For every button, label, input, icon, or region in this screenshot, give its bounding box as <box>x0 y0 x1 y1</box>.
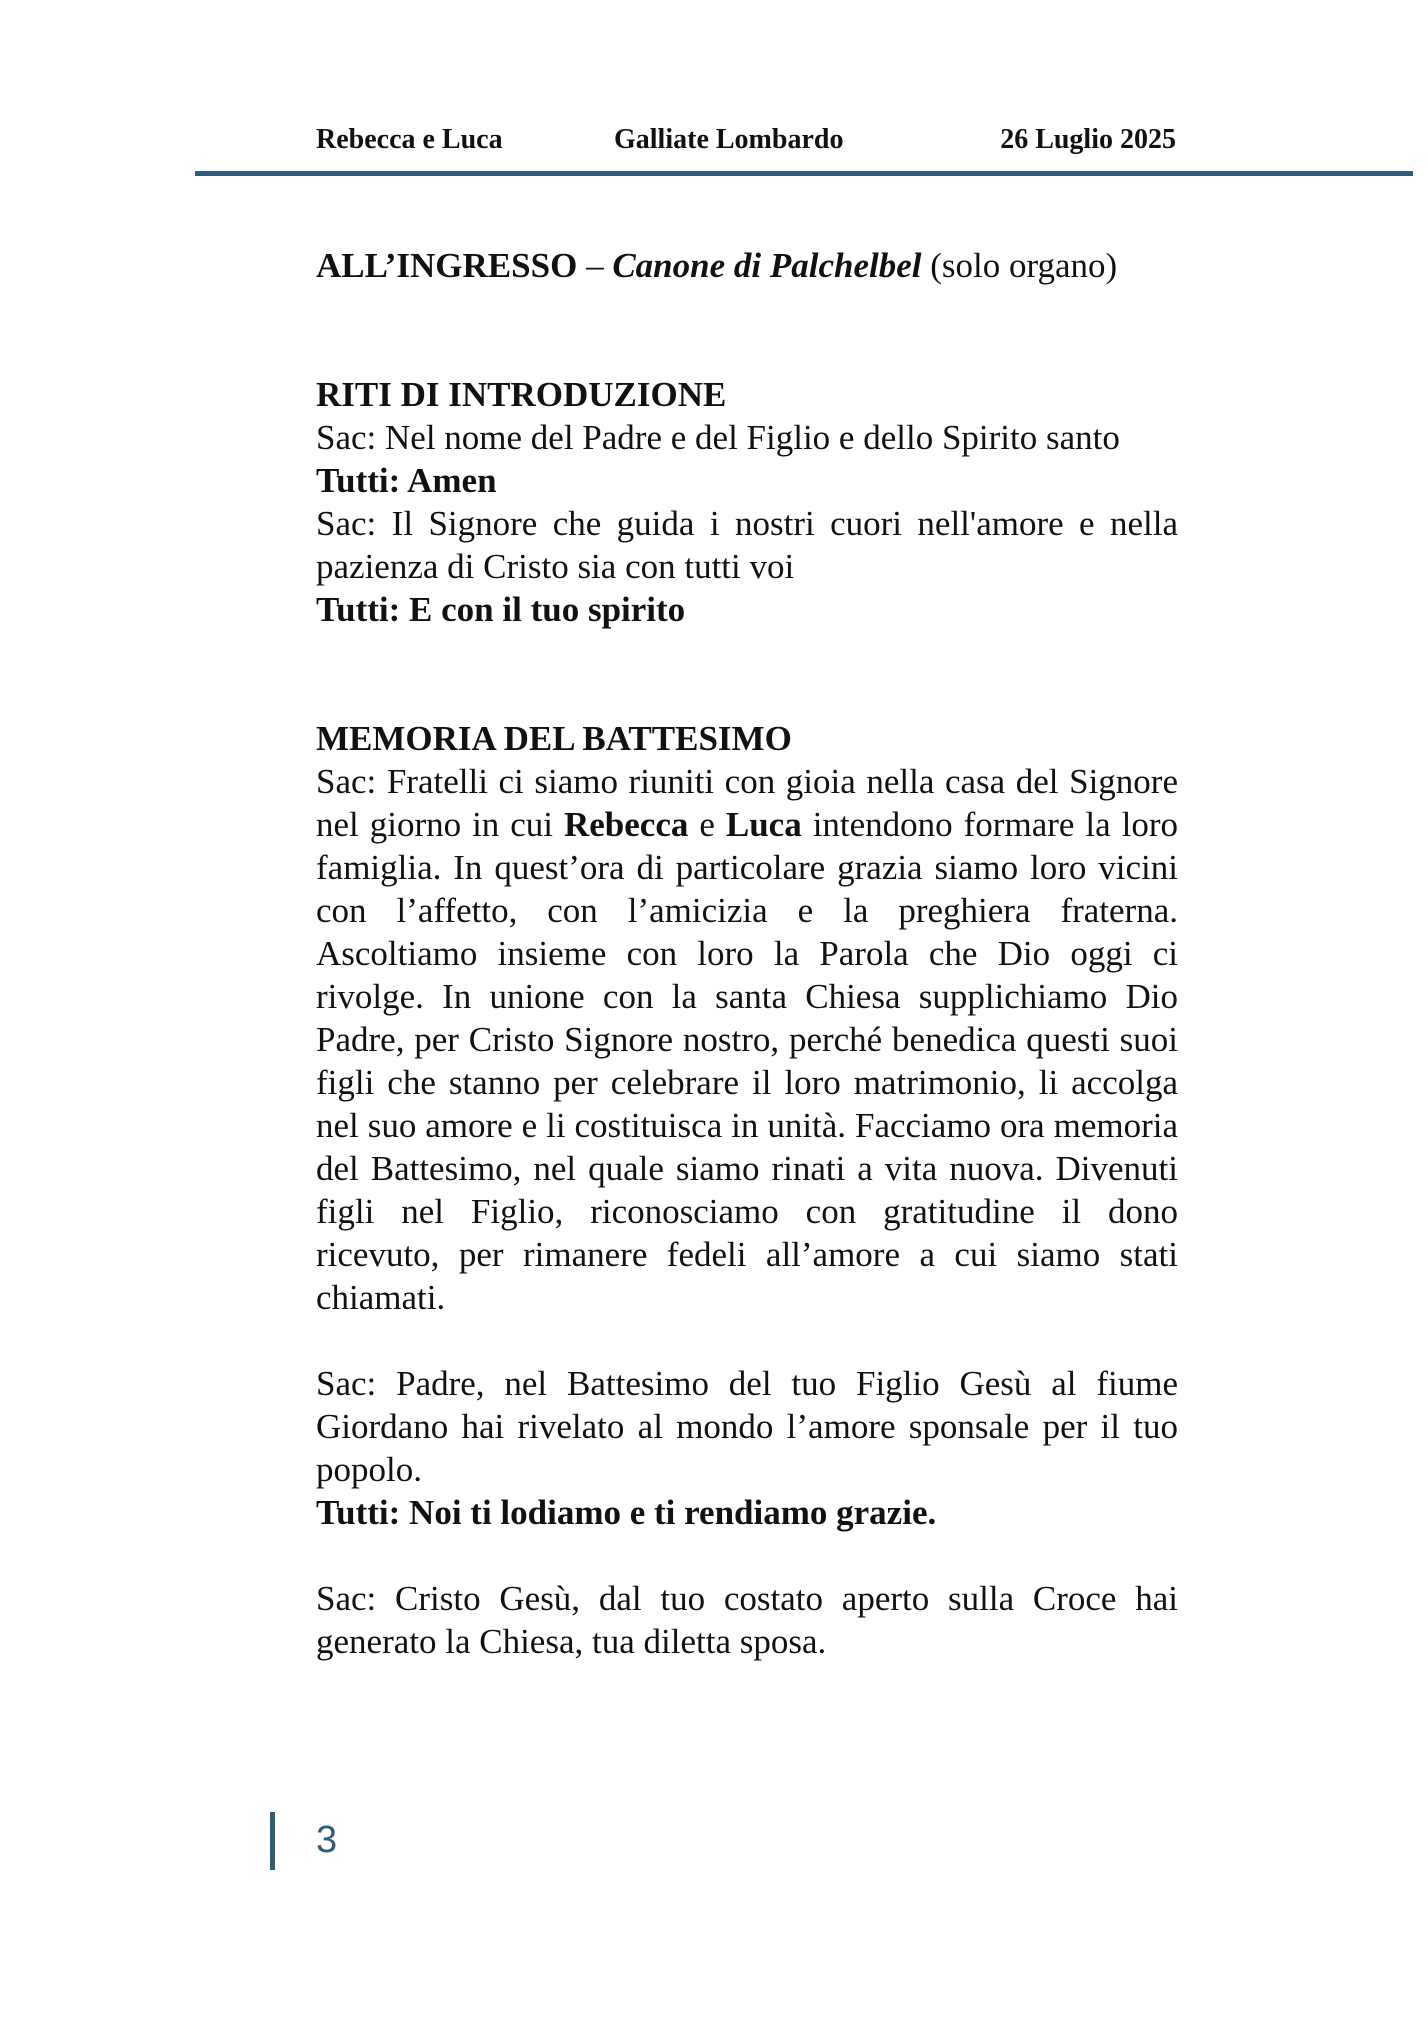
header-divider <box>195 171 1413 176</box>
memoria-tutti: Tutti: Noi ti lodiamo e ti rendiamo grazie. <box>316 1493 937 1532</box>
ingresso-piece: Canone di Palchelbel <box>612 246 922 285</box>
header-couple-names: Rebecca e Luca <box>316 124 503 155</box>
riti-tutti-1: Tutti: Amen <box>316 461 497 500</box>
memoria-name-luca: Luca <box>725 805 802 844</box>
ingresso-note: (solo organo) <box>921 246 1118 285</box>
section-memoria <box>316 717 1178 1663</box>
ingresso-line <box>316 244 1178 287</box>
page-number-bar <box>270 1812 275 1870</box>
memoria-paragraph-3: Sac: Cristo Gesù, dal tuo costato aperto sulla Croce hai generato la Chiesa, tua diletta sposa. <box>316 1579 1178 1661</box>
memoria-paragraph-2: Sac: Padre, nel Battesimo del tuo Figlio Gesù al fiume Giordano hai rivelato al mondo l’amore sponsale per il tuo popolo. <box>316 1364 1178 1489</box>
ingresso-label: ALL’INGRESSO <box>316 246 578 285</box>
memoria-name-rebecca: Rebecca <box>564 805 689 844</box>
riti-sac-2: Sac: Il Signore che guida i nostri cuori nell'amore e nella pazienza di Cristo sia con tutti voi <box>316 504 1178 586</box>
header-place: Galliate Lombardo <box>614 124 844 155</box>
ingresso-dash: – <box>577 246 613 285</box>
riti-sac-1: Sac: Nel nome del Padre e del Figlio e dello Spirito santo <box>316 418 1120 457</box>
riti-title: RITI DI INTRODUZIONE <box>316 375 727 414</box>
memoria-paragraph-1 <box>316 760 1178 1319</box>
page-content <box>316 244 1178 1663</box>
memoria-title: MEMORIA DEL BATTESIMO <box>316 719 792 758</box>
page-number: 3 <box>316 1819 338 1861</box>
section-riti <box>316 373 1178 631</box>
page-header <box>316 124 1176 164</box>
memoria-p1-text-a: Sac: Fratelli ci siamo riuniti con gioia nella casa del Signore nel giorno in cui <box>316 762 1178 844</box>
spacer <box>316 1319 1178 1362</box>
memoria-p1-text-b: e <box>688 805 726 844</box>
spacer <box>316 1534 1178 1577</box>
header-date: 26 Luglio 2025 <box>1000 124 1176 155</box>
memoria-p1-text-c: intendono formare la loro famiglia. In quest’ora di particolare grazia siamo loro vicini con l’affetto, con l’amicizia e la preghiera fraterna. Ascoltiamo insieme con loro la Parola che Dio oggi ci rivolge. In unione con la santa Chiesa supplichiamo Dio Padre, per Cristo Signore nostro, perché benedica questi suoi figli che stanno per celebrare il loro matrimonio, li accolga nel suo amore e li costituisca in unità. Facciamo ora memoria del Battesimo, nel quale siamo rinati a vita nuova. Divenuti figli nel Figlio, riconosciamo con gratitudine il dono ricevuto, per rimanere fedeli all’amore a cui siamo stati chiamati. <box>316 805 1178 1317</box>
riti-tutti-2: Tutti: E con il tuo spirito <box>316 590 686 629</box>
